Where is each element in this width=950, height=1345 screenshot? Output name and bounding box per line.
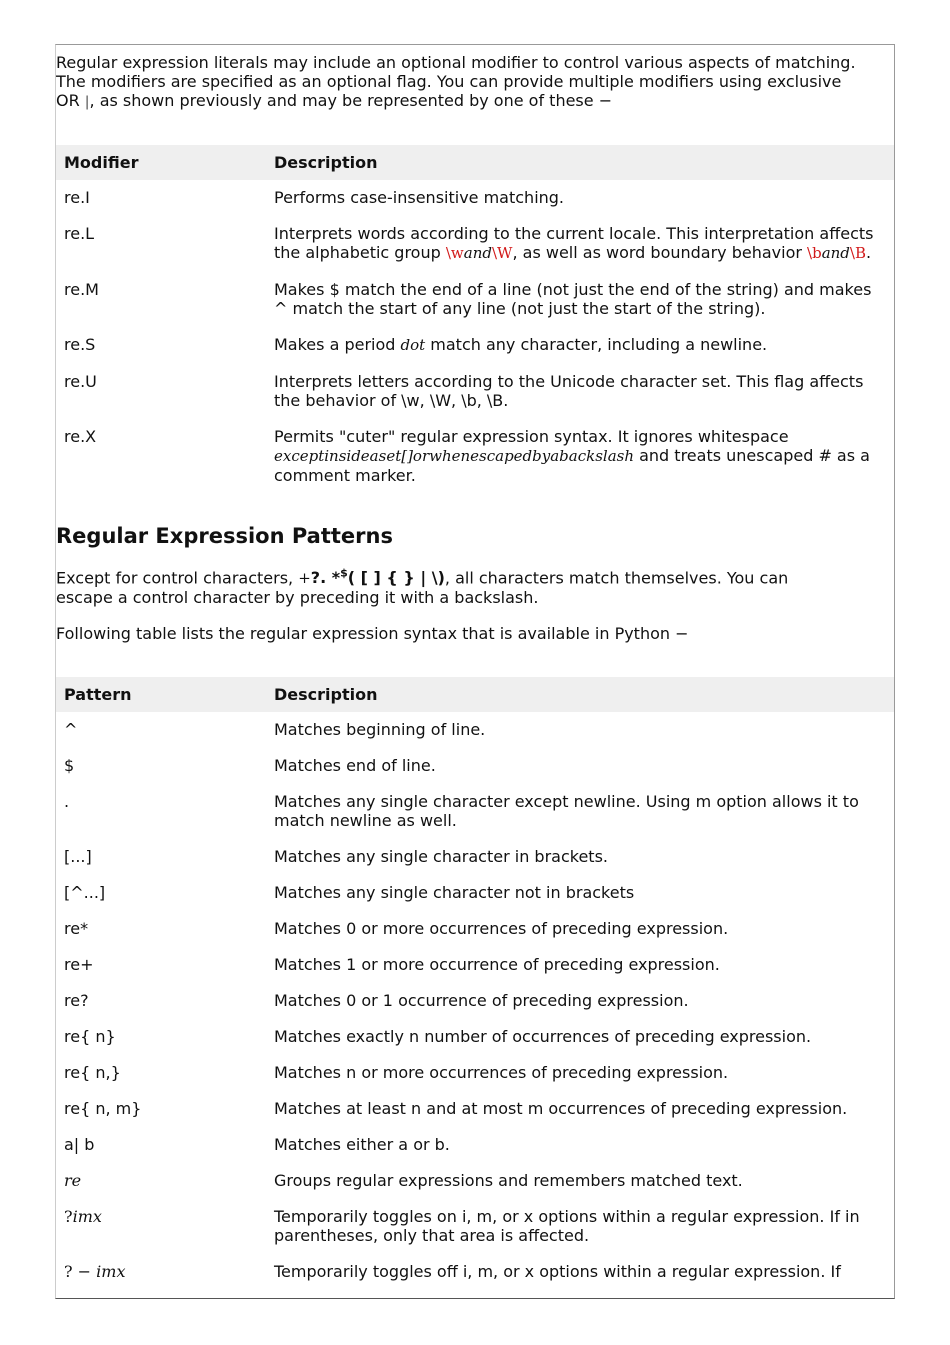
modifier-cell: re.M (64, 280, 99, 299)
description-cell: Matches 0 or 1 occurrence of preceding expression. (274, 991, 689, 1011)
description-cell: Matches 1 or more occurrence of preceding expression. (274, 955, 720, 975)
pipe-symbol: | (84, 94, 90, 110)
modifiers-table (56, 145, 894, 494)
description-cell (266, 216, 894, 272)
italic-word: and (463, 244, 492, 262)
para-text: , all characters match themselves. You can escape a control character by preceding it with a backslash. (56, 568, 789, 608)
description-cell: Matches at least n and at most m occurrences of preceding expression. (274, 1099, 848, 1119)
italic-word: dot (400, 336, 426, 354)
code-token: \W (491, 244, 513, 262)
code-token: \b (807, 244, 822, 262)
description-cell: Matches n or more occurrences of preceding expression. (274, 1063, 729, 1083)
table-row (56, 784, 894, 839)
modifier-cell: re.X (64, 427, 97, 446)
description-cell: Matches any single character except newline. Using m option allows it to match newline as well. (274, 792, 859, 831)
control-chars-b: ( [ ] { } | \) (347, 568, 445, 588)
description-cell: Temporarily toggles on i, m, or x options within a regular expression. If in parentheses, only that area is affected. (274, 1207, 860, 1246)
table-row (56, 983, 894, 1019)
description-cell: Matches beginning of line. (274, 720, 486, 740)
table-row (56, 272, 894, 327)
table-row (56, 1127, 894, 1163)
description-cell (266, 419, 894, 494)
control-plus: + (298, 569, 311, 588)
code-token: \B (849, 244, 866, 262)
pattern-prefix: ? (64, 1207, 73, 1227)
intro-paragraph (56, 53, 856, 112)
modifier-cell: re.S (64, 335, 96, 354)
control-characters (298, 568, 445, 587)
description-cell (266, 327, 894, 364)
table-row (56, 947, 894, 983)
desc-text: and treats unescaped # as a comment marker. (274, 446, 870, 485)
description-cell: Makes $ match the end of a line (not just the end of the string) and makes ^ match the start of any line (not just the start of the string). (274, 280, 872, 318)
table-row (56, 1199, 894, 1254)
description-cell: Groups regular expressions and remembers matched text. (274, 1171, 743, 1191)
table-row (56, 1254, 894, 1290)
pattern-cell: re? (64, 991, 89, 1011)
control-characters-paragraph (56, 564, 846, 607)
modifier-cell: re.L (64, 224, 95, 243)
pattern-cell: ^ (64, 720, 78, 740)
description-cell: Matches exactly n number of occurrences of preceding expression. (274, 1027, 812, 1047)
modifier-cell: re.U (64, 372, 97, 391)
table-row (56, 180, 894, 216)
pattern-cell: re{ n, m} (64, 1099, 142, 1119)
pattern-cell: re+ (64, 955, 94, 975)
pattern-cell (56, 1254, 266, 1290)
table-header-row (56, 677, 894, 712)
desc-text: Makes a period (274, 335, 401, 354)
pattern-cell: re{ n} (64, 1027, 116, 1047)
pattern-cell: re (64, 1171, 82, 1191)
pattern-italic: imx (96, 1262, 126, 1282)
description-cell: Performs case-insensitive matching. (274, 188, 565, 207)
description-cell: Interprets letters according to the Unicode character set. This flag affects the behavior of \w, \W, \b, \B. (274, 372, 864, 410)
pattern-cell: $ (64, 756, 75, 776)
desc-text: . (866, 243, 872, 262)
pattern-cell: re{ n,} (64, 1063, 121, 1083)
desc-text: , as well as word boundary behavior (512, 243, 808, 262)
section-heading: Regular Expression Patterns (56, 524, 393, 548)
desc-text: Permits "cuter" regular expression syntax. It ignores whitespace (274, 427, 789, 446)
table-row (56, 216, 894, 272)
column-header-description: Description (266, 677, 894, 712)
desc-text: match any character, including a newline. (425, 335, 768, 354)
code-token: \w (445, 244, 464, 262)
pattern-cell: . (64, 792, 70, 812)
description-cell: Temporarily toggles off i, m, or x options within a regular expression. If (274, 1262, 841, 1282)
pattern-cell (56, 1199, 266, 1254)
modifier-cell: re.I (64, 188, 90, 207)
desc-text: Interprets words according to the current locale. This interpretation affects the alphabetic group (274, 224, 874, 262)
para-text: Except for control characters, (56, 568, 299, 588)
control-dollar: $ (340, 567, 348, 580)
column-header-modifier: Modifier (56, 145, 266, 180)
column-header-pattern: Pattern (56, 677, 266, 712)
table-row (56, 875, 894, 911)
pattern-cell: [...] (64, 847, 92, 867)
content-frame (55, 44, 895, 1299)
description-cell: Matches 0 or more occurrences of preceding expression. (274, 919, 729, 939)
column-header-description: Description (266, 145, 894, 180)
pattern-cell: re* (64, 919, 89, 939)
table-row (56, 364, 894, 419)
table-row (56, 839, 894, 875)
control-chars-a: ?. * (310, 568, 341, 588)
intro-text-end: , as shown previously and may be represented by one of these − (89, 91, 613, 110)
table-row (56, 1091, 894, 1127)
table-row (56, 1055, 894, 1091)
italic-word: and (821, 244, 850, 262)
italic-phrase: exceptinsideaset[]orwhenescapedbyabackslash (274, 447, 635, 465)
pattern-prefix: ? − (64, 1262, 97, 1282)
table-row (56, 327, 894, 364)
table-row (56, 419, 894, 494)
description-cell: Matches any single character in brackets. (274, 847, 608, 867)
description-cell: Matches end of line. (274, 756, 436, 776)
table-row (56, 911, 894, 947)
description-cell: Matches any single character not in brackets (274, 883, 635, 903)
patterns-table (56, 677, 894, 1290)
following-paragraph: Following table lists the regular expression syntax that is available in Python − (56, 624, 689, 644)
pattern-cell: a| b (64, 1135, 95, 1155)
table-row (56, 748, 894, 784)
table-row (56, 1163, 894, 1199)
table-row (56, 712, 894, 748)
pattern-cell: [^...] (64, 883, 106, 903)
table-row (56, 1019, 894, 1055)
intro-text: Regular expression literals may include an optional modifier to control various aspects of matching. The modifiers are specified as an optional flag. You can provide multiple modifiers using exclusive OR (56, 53, 856, 110)
pattern-italic: imx (72, 1207, 102, 1227)
description-cell: Matches either a or b. (274, 1135, 450, 1155)
table-header-row (56, 145, 894, 180)
